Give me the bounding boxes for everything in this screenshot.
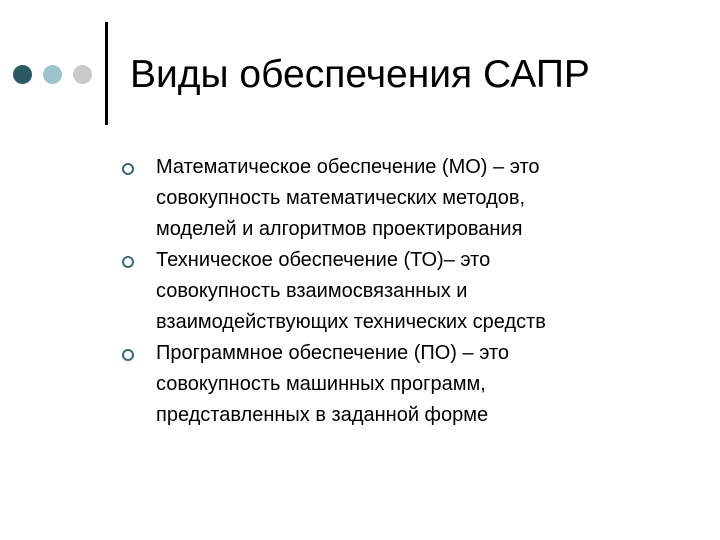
bullet-line: совокупность математических методов, xyxy=(156,187,526,209)
bullet-item-software xyxy=(120,338,680,431)
bullet-line: взаимодействующих технических средств xyxy=(156,311,546,333)
bullet-item-technical xyxy=(120,245,680,338)
title-divider xyxy=(105,22,108,125)
decor-dot-gray-icon xyxy=(73,65,92,84)
bullet-line: Программное обеспечение (ПО) – это xyxy=(156,342,510,364)
decor-dot-light-blue-icon xyxy=(43,65,62,84)
bullet-line: представленных в заданной форме xyxy=(156,404,489,426)
slide-title: Виды обеспечения САПР xyxy=(130,53,590,96)
ring-bullet-icon xyxy=(122,163,134,175)
bullet-list xyxy=(120,152,680,431)
bullet-line: моделей и алгоритмов проектирования xyxy=(156,218,523,240)
bullet-line: совокупность машинных программ, xyxy=(156,373,486,395)
bullet-line: совокупность взаимосвязанных и xyxy=(156,280,468,302)
ring-bullet-icon xyxy=(122,349,134,361)
bullet-line: Техническое обеспечение (ТО)– это xyxy=(156,249,491,271)
bullet-item-math xyxy=(120,152,680,245)
bullet-line: Математическое обеспечение (МО) – это xyxy=(156,156,540,178)
decor-dot-dark-icon xyxy=(13,65,32,84)
ring-bullet-icon xyxy=(122,256,134,268)
